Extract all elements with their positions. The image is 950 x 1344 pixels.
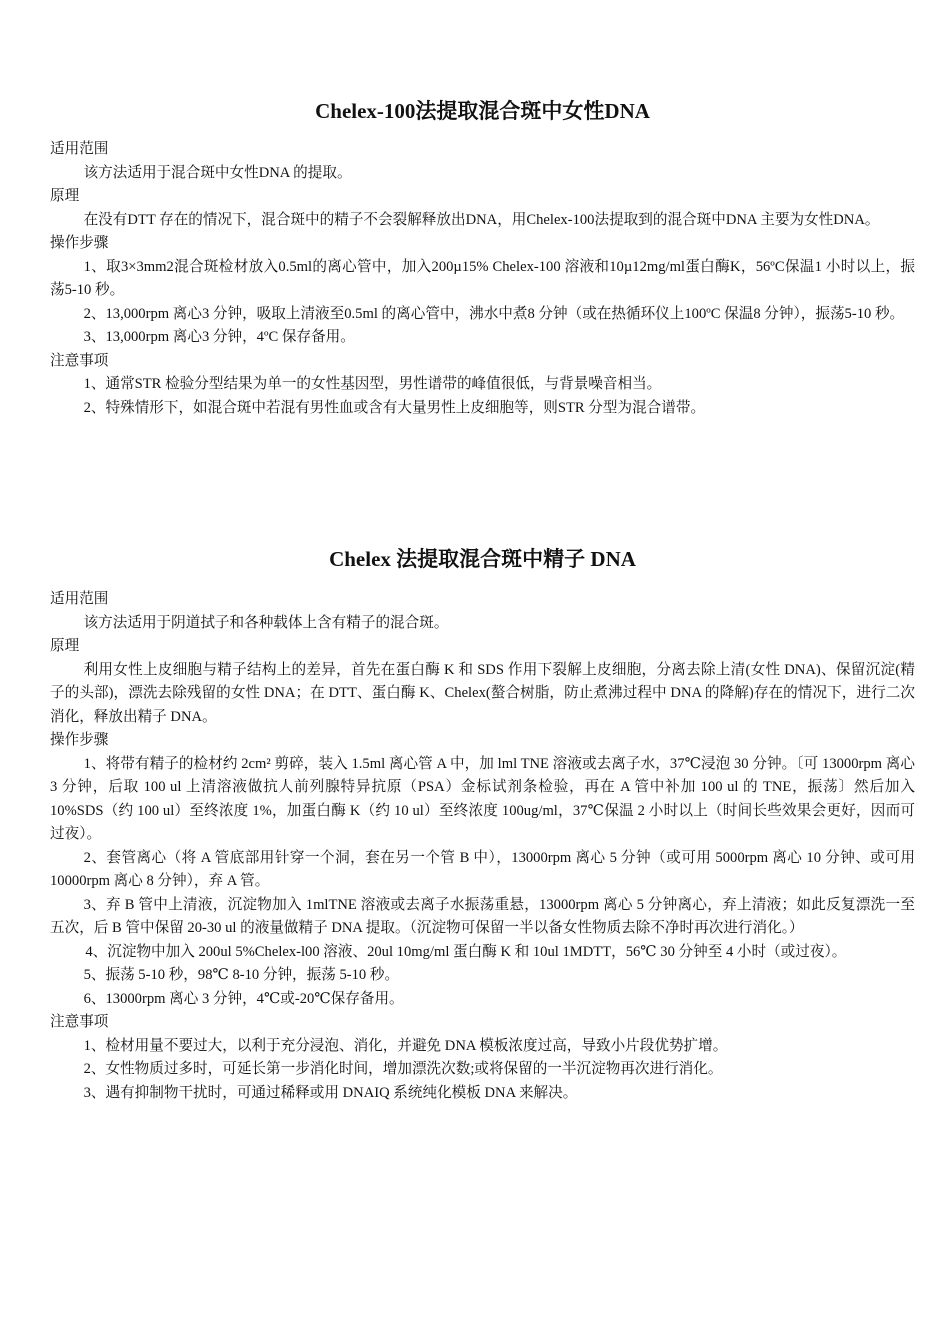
doc2-step: 3、弃 B 管中上清液，沉淀物加入 1mlTNE 溶液或去离子水振荡重悬，13000rpm 离心 5 分钟离心，弃上清液；如此反复漂洗一至五次，后 B 管中保留 20-30 ul 的液量做精子 DNA 提取。（沉淀物可保留一半以备女性物质去除不净时再次进行消化。） — [50, 896, 915, 936]
doc2-body — [50, 588, 915, 1105]
doc2-steps-heading: 操作步骤 — [50, 732, 109, 748]
doc2-scope-heading: 适用范围 — [50, 591, 109, 607]
doc1-title: Chelex-100法提取混合斑中女性DNA — [315, 99, 650, 123]
doc2-note: 3、遇有抑制物干扰时，可通过稀释或用 DNAIQ 系统纯化模板 DNA 来解决。 — [83, 1084, 578, 1101]
doc1-principle-heading: 原理 — [50, 188, 80, 204]
doc2-step: 1、将带有精子的检材约 2cm² 剪碎，装入 1.5ml 离心管 A 中，加 lml TNE 溶液或去离子水，37℃浸泡 30 分钟。〔可 13000rpm 离心 3 分钟，后取 100 ul 上清溶液做抗人前列腺特异抗原（PSA）金标试剂条检验，再在 A 管中补加 100 ul 的 TNE，振荡〕然后加入 10%SDS（约 100 ul）至终浓度 1%，加蛋白酶 K（约 10 ul）至终浓度 100ug/ml，37℃保温 2 小时以上（时间长些效果会更好，因而可过夜）。 — [50, 755, 915, 842]
doc1-note: 1、通常STR 检验分型结果为单一的女性基因型，男性谱带的峰值很低，与背景噪音相当。 — [83, 376, 662, 392]
doc2-scope-text: 该方法适用于阴道拭子和各种载体上含有精子的混合斑。 — [83, 614, 449, 631]
doc2-step: 4、沉淀物中加入 200ul 5%Chelex-l00 溶液、20ul 10mg/ml 蛋白酶 K 和 10ul 1MDTT，56℃ 30 分钟至 4 小时（或过夜）。 — [85, 943, 847, 960]
doc2-title: Chelex 法提取混合斑中精子 DNA — [329, 547, 636, 571]
doc2-note: 2、女性物质过多时，可延长第一步消化时间，增加漂洗次数;或将保留的一半沉淀物再次进行消化。 — [83, 1061, 723, 1077]
doc1-principle-text: 在没有DTT 存在的情况下，混合斑中的精子不会裂解释放出DNA，用Chelex-100法提取到的混合斑中DNA 主要为女性DNA。 — [83, 211, 880, 228]
doc1-steps-heading: 操作步骤 — [50, 235, 109, 251]
doc1-notes-heading: 注意事项 — [50, 352, 109, 369]
doc1-body — [50, 138, 915, 420]
doc2-notes-heading: 注意事项 — [50, 1014, 109, 1030]
doc1-scope-heading: 适用范围 — [50, 141, 109, 157]
doc1-note: 2、特殊情形下，如混合斑中若混有男性血或含有大量男性上皮细胞等，则STR 分型为混合谱带。 — [83, 399, 706, 416]
doc1-scope-text: 该方法适用于混合斑中女性DNA 的提取。 — [83, 164, 352, 181]
doc1-step: 1、取3×3mm2混合斑检材放入0.5ml的离心管中，加入200µ15% Chelex-100 溶液和10µ12mg/ml蛋白酶K，56ºC保温1 小时以上，振荡5-10 秒。 — [50, 258, 915, 298]
doc1-step: 3、13,000rpm 离心3 分钟，4ºC 保存备用。 — [83, 329, 355, 345]
doc1-step: 2、13,000rpm 离心3 分钟，吸取上清液至0.5ml 的离心管中，沸水中煮8 分钟（或在热循环仪上100ºC 保温8 分钟），振荡5-10 秒。 — [83, 305, 905, 322]
doc2-principle-heading: 原理 — [50, 638, 80, 654]
doc2-note: 1、检材用量不要过大，以利于充分浸泡、消化，并避免 DNA 模板浓度过高，导致小片段优势扩增。 — [83, 1037, 728, 1054]
doc2-step: 6、13000rpm 离心 3 分钟，4℃或-20℃保存备用。 — [83, 990, 404, 1007]
doc2-step: 2、套管离心（将 A 管底部用针穿一个洞，套在另一个管 B 中），13000rpm 离心 5 分钟（或可用 5000rpm 离心 10 分钟、或可用 10000rpm 离心 8 分钟），弃 A 管。 — [50, 849, 915, 889]
doc2-principle-text: 利用女性上皮细胞与精子结构上的差异，首先在蛋白酶 K 和 SDS 作用下裂解上皮细胞，分离去除上清(女性 DNA)、保留沉淀(精子的头部)，漂洗去除残留的女性 DNA；在 DTT、蛋白酶 K、Chelex(螯合树脂，防止煮沸过程中 DNA 的降解)存在的情况下，进行二次消化，释放出精子 DNA。 — [50, 661, 915, 725]
doc2-step: 5、振荡 5-10 秒，98℃ 8-10 分钟，振荡 5-10 秒。 — [83, 967, 400, 983]
